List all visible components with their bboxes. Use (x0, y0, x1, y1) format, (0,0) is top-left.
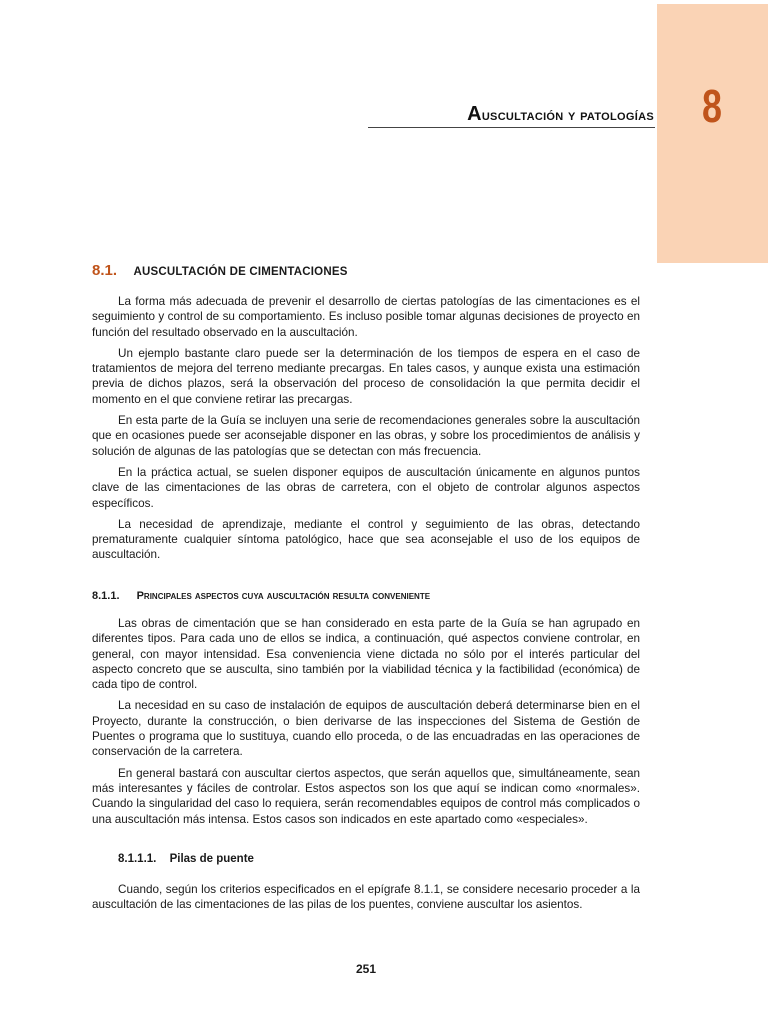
page-number: 251 (355, 962, 377, 976)
paragraph: La necesidad en su caso de instalación de equipos de auscultación deberá determinarse bien en el Proyecto, durante la construcción, o bien derivarse de las inspecciones del Sistema de Gestión de Puentes o programa que lo sustituya, cuando ello proceda, o de las encuadradas en las operaciones de conservación de la carretera. (92, 699, 640, 759)
paragraph: Cuando, según los criterios especificados en el epígrafe 8.1.1, se considere necesario proceder a la auscultación de las cimentaciones de las pilas de los puentes, conviene auscultar los asientos. (92, 883, 640, 912)
section-number: 8.1. (92, 262, 118, 279)
paragraph: En esta parte de la Guía se incluyen una serie de recomendaciones generales sobre la auscultación que en ocasiones puede ser aconsejable disponer en las obras, y sobre los procedimientos de análisis y solución de algunas de las patologías que se detectan con más frecuencia. (92, 414, 640, 458)
section-body (92, 294, 640, 569)
chapter-tab (657, 4, 768, 263)
subsubsection-heading (118, 853, 254, 865)
paragraph: En la práctica actual, se suelen disponer equipos de auscultación únicamente en algunos puntos clave de las cimentaciones de las obras de carretera, con el objeto de controlar algunos aspectos específicos. (92, 465, 640, 510)
chapter-title-rest: uscultación y patologías (481, 107, 654, 124)
paragraph: La necesidad de aprendizaje, mediante el control y seguimiento de las obras, detectando prematuramente cualquier síntoma patológico, hace que sea aconsejable el uso de los equipos de auscultación. (92, 517, 640, 562)
section-heading (92, 262, 348, 280)
subsection-body (92, 616, 640, 833)
subsection-number: 8.1.1. (92, 590, 120, 602)
subsection-title: Principales aspectos cuya auscultación resulta conveniente (136, 590, 431, 602)
chapter-title-rule (368, 127, 655, 128)
subsubsection-body (92, 882, 640, 919)
paragraph: En general bastará con auscultar ciertos aspectos, que serán aquellos que, simultáneamente, sean más interesantes y fáciles de controlar. Estos aspectos son los que aquí se indican como «normales». Cuando la singularidad del caso lo requiera, serán recomendables equipos de control más complicados o una auscultación más intensa. Estos casos son indicados en este apartado como «especiales». (92, 766, 640, 826)
subsubsection-number: 8.1.1.1. (118, 853, 157, 865)
chapter-number: 8 (702, 80, 722, 132)
paragraph: Las obras de cimentación que se han considerado en esta parte de la Guía se han agrupado en diferentes tipos. Para cada uno de ellos se indica, a continuación, qué aspectos conviene controlar, en general, con mayor intensidad. Esa conveniencia viene dictada no sólo por el interés particular del aspecto concreto que se ausculta, sino también por la viabilidad técnica y la factibilidad (económica) de cada tipo de control. (92, 617, 640, 692)
subsection-heading (92, 590, 430, 602)
subsubsection-title: Pilas de puente (169, 853, 254, 865)
section-title: AUSCULTACIÓN DE CIMENTACIONES (133, 266, 348, 278)
chapter-title (368, 104, 654, 126)
chapter-title-initial: A (467, 103, 482, 125)
paragraph: La forma más adecuada de prevenir el desarrollo de ciertas patologías de las cimentaciones es el seguimiento y control de su comportamiento. Es incluso posible tomar algunas decisiones de proyecto en función del resultado observado en la auscultación. (92, 295, 640, 339)
paragraph: Un ejemplo bastante claro puede ser la determinación de los tiempos de espera en el caso de tratamientos de mejora del terreno mediante precargas. En tales casos, y aunque exista una estimación previa de dichos plazos, será la observación del proceso de consolidación la que permita decidir el momento en el que conviene retirar las precargas. (92, 346, 640, 406)
